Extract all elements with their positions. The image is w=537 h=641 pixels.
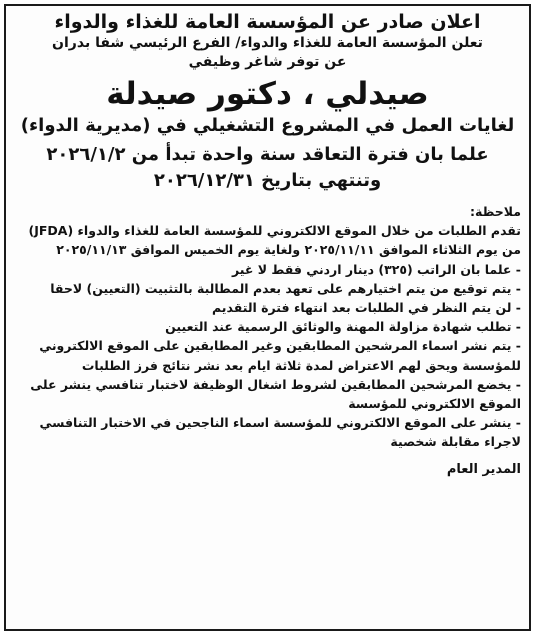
signature-director-general: المدير العام — [446, 461, 521, 477]
purpose-line: لغايات العمل في المشروع التشغيلي في (مديرية الدواء) — [20, 115, 515, 136]
announcement-page — [4, 4, 531, 631]
note-item-pledge: - يتم توقيع من يتم اختيارهم على تعهد بعدم المطالبة بالتثبيت (التعيين) لاحقا — [50, 280, 521, 296]
note-item-interview: - ينشر على الموقع الالكتروني للمؤسسة اسماء الناجحين في الاختبار التنافسي لاجراء مقابلة شخصية — [39, 415, 521, 450]
position-title: صيدلي ، دكتور صيدلة — [106, 76, 429, 112]
vacancy-line: عن توفر شاغر وظيفي — [188, 54, 347, 70]
contract-end-line: وتنتهي بتاريخ ٢٠٢٦/١٢/٣١ — [153, 170, 382, 191]
note-item-certificate: - تطلب شهادة مزاولة المهنة والوثائق الرسمية عند التعيين — [165, 319, 521, 335]
announcement-title: اعلان صادر عن المؤسسة العامة للغذاء والدواء — [54, 11, 481, 33]
application-text: تقدم الطلبات من خلال الموقع الالكتروني للمؤسسة العامة للغذاء والدواء (JFDA) من يوم الثلاثاء الموافق ٢٠٢٥/١١/١١ ولغاية يوم الخميس الموافق ٢٠٢٥/١١/١٣ — [28, 223, 521, 258]
note-item-deadline: - لن يتم النظر في الطلبات بعد انتهاء فترة التقديم — [212, 300, 521, 316]
issuer-line: تعلن المؤسسة العامة للغذاء والدواء/ الفرع الرئيسي شفا بدران — [52, 35, 483, 51]
notes-label: ملاحظة: — [470, 204, 521, 219]
note-item-salary: - علما بان الراتب (٣٢٥) دينار اردني فقط لا غير — [231, 261, 521, 277]
notes-section — [6, 202, 529, 479]
contract-start-line: علما بان فترة التعاقد سنة واحدة تبدأ من ٢٠٢٦/١/٢ — [46, 144, 489, 165]
note-item-exam: - يخضع المرشحين المطابقين لشروط اشغال الوظيفة لاختبار تنافسي ينشر على الموقع الالكتروني للمؤسسة — [30, 376, 521, 412]
note-item-candidates: - يتم نشر اسماء المرشحين المطابقين وغير المطابقين على الموقع الالكتروني للمؤسسة ويحق لهم الاعتراض لمدة ثلاثة ايام بعد نشر نتائج فرز الطلبات — [39, 338, 521, 373]
announcement-header — [6, 10, 529, 194]
